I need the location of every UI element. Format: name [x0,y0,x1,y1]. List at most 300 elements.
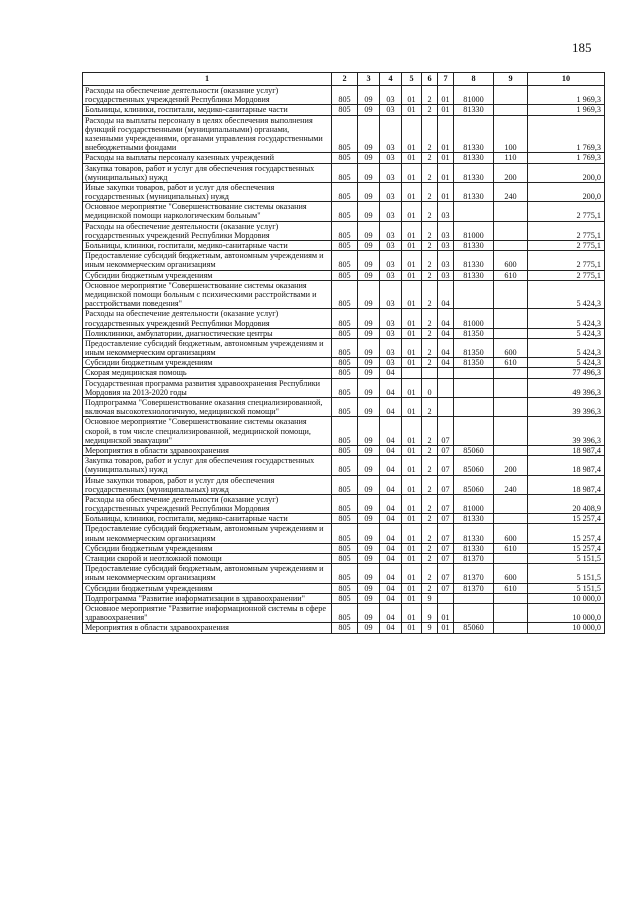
header-cell: 4 [380,73,402,86]
code-subprogram: 2 [422,475,438,494]
code-direction: 81330 [454,241,494,251]
table-row [83,328,605,338]
code-program: 01 [402,153,422,163]
code-program: 01 [402,417,422,446]
row-description: Предоставление субсидий бюджетным, автономным учреждениям и иным некоммерческим организациям [83,251,332,270]
code-section: 09 [358,623,380,633]
code-expense-type: 200 [494,163,528,182]
row-description: Субсидии бюджетным учреждениям [83,270,332,280]
code-ministry: 805 [332,153,358,163]
code-direction: 81350 [454,338,494,357]
table-row [83,543,605,553]
code-direction: 81350 [454,328,494,338]
code-ministry: 805 [332,338,358,357]
code-expense-type: 240 [494,182,528,201]
code-subsection: 03 [380,241,402,251]
amount: 200,0 [528,182,605,201]
table-row [83,593,605,603]
code-direction: 85060 [454,456,494,475]
code-program: 01 [402,583,422,593]
table-row [83,251,605,270]
code-activity: 01 [438,86,454,105]
code-subsection: 04 [380,593,402,603]
budget-table [82,72,605,634]
code-section: 09 [358,105,380,115]
code-subsection: 03 [380,338,402,357]
code-section: 09 [358,543,380,553]
code-activity: 07 [438,494,454,513]
code-program: 01 [402,202,422,221]
code-section: 09 [358,309,380,328]
row-description: Иные закупки товаров, работ и услуг для обеспечения государственных (муниципальных) нужд [83,182,332,201]
code-direction: 81330 [454,153,494,163]
code-subprogram: 9 [422,593,438,603]
row-description: Основное мероприятие "Совершенствование системы оказания медицинской помощи больным с психическими расстройствами и расстройствами поведения" [83,280,332,309]
table-row [83,221,605,240]
code-ministry: 805 [332,445,358,455]
code-ministry: 805 [332,593,358,603]
code-subsection: 04 [380,494,402,513]
row-description: Расходы на обеспечение деятельности (оказание услуг) государственных учреждений Республики Мордовия [83,309,332,328]
code-activity: 07 [438,543,454,553]
code-activity: 01 [438,115,454,153]
code-ministry: 805 [332,86,358,105]
code-direction: 85060 [454,445,494,455]
code-subsection: 03 [380,328,402,338]
row-description: Субсидии бюджетным учреждениям [83,543,332,553]
code-section: 09 [358,270,380,280]
code-activity [438,593,454,603]
code-subprogram: 2 [422,398,438,417]
amount: 5 424,3 [528,338,605,357]
code-section: 09 [358,378,380,397]
row-description: Расходы на обеспечение деятельности (оказание услуг) государственных учреждений Республики Мордовия [83,221,332,240]
code-subprogram: 2 [422,494,438,513]
code-direction: 81330 [454,514,494,524]
table-row [83,241,605,251]
code-direction: 81000 [454,221,494,240]
row-description: Больницы, клиники, госпитали, медико-санитарные части [83,241,332,251]
code-section: 09 [358,338,380,357]
code-section: 09 [358,368,380,378]
code-subsection: 04 [380,514,402,524]
code-activity: 03 [438,270,454,280]
code-direction: 81000 [454,494,494,513]
code-section: 09 [358,603,380,622]
code-expense-type [494,280,528,309]
code-ministry: 805 [332,524,358,543]
table-row [83,583,605,593]
amount: 5 151,5 [528,554,605,564]
code-expense-type: 600 [494,524,528,543]
row-description: Предоставление субсидий бюджетным, автономным учреждениям и иным некоммерческим организациям [83,524,332,543]
code-program: 01 [402,251,422,270]
row-description: Основное мероприятие "Развитие информационной системы в сфере здравоохранения" [83,603,332,622]
amount: 15 257,4 [528,524,605,543]
code-subprogram: 2 [422,202,438,221]
code-program: 01 [402,358,422,368]
code-activity: 04 [438,309,454,328]
code-subsection: 04 [380,554,402,564]
code-program: 01 [402,328,422,338]
code-activity: 07 [438,514,454,524]
code-expense-type: 600 [494,338,528,357]
header-cell: 5 [402,73,422,86]
amount: 49 396,3 [528,378,605,397]
code-activity: 04 [438,358,454,368]
code-expense-type [494,417,528,446]
code-program: 01 [402,494,422,513]
header-cell: 10 [528,73,605,86]
code-subprogram: 2 [422,338,438,357]
code-program [402,368,422,378]
code-direction: 81370 [454,564,494,583]
code-expense-type [494,494,528,513]
code-ministry: 805 [332,163,358,182]
code-expense-type [494,328,528,338]
amount: 200,0 [528,163,605,182]
table-row [83,514,605,524]
row-description: Субсидии бюджетным учреждениям [83,358,332,368]
code-subprogram: 2 [422,543,438,553]
code-subsection: 04 [380,456,402,475]
code-activity: 07 [438,524,454,543]
row-description: Предоставление субсидий бюджетным, автономным учреждениям и иным некоммерческим организациям [83,564,332,583]
code-program: 01 [402,623,422,633]
code-expense-type: 610 [494,583,528,593]
code-expense-type: 600 [494,251,528,270]
table-row [83,358,605,368]
code-ministry: 805 [332,603,358,622]
table-row [83,475,605,494]
code-expense-type: 610 [494,543,528,553]
table-row [83,494,605,513]
code-activity: 01 [438,105,454,115]
header-cell: 2 [332,73,358,86]
code-activity: 07 [438,554,454,564]
amount: 2 775,1 [528,251,605,270]
code-section: 09 [358,202,380,221]
code-activity: 03 [438,251,454,270]
row-description: Субсидии бюджетным учреждениям [83,583,332,593]
row-description: Расходы на выплаты персоналу в целях обеспечения выполнения функций государственными (муниципальными) органами, казенными учреждениями, органами управления государственными внебюджетными фондами [83,115,332,153]
row-description: Расходы на выплаты персоналу казенных учреждений [83,153,332,163]
code-direction [454,280,494,309]
code-section: 09 [358,398,380,417]
row-description: Закупка товаров, работ и услуг для обеспечения государственных (муниципальных) нужд [83,163,332,182]
code-activity [438,398,454,417]
code-ministry: 805 [332,564,358,583]
code-subprogram: 2 [422,241,438,251]
code-ministry: 805 [332,514,358,524]
code-activity: 07 [438,456,454,475]
code-expense-type [494,603,528,622]
code-subsection: 03 [380,202,402,221]
amount: 2 775,1 [528,270,605,280]
code-section: 09 [358,280,380,309]
code-program: 01 [402,182,422,201]
table-row [83,163,605,182]
amount: 5 151,5 [528,564,605,583]
code-direction: 81350 [454,358,494,368]
header-cell: 7 [438,73,454,86]
header-cell: 3 [358,73,380,86]
code-ministry: 805 [332,623,358,633]
code-subsection: 03 [380,221,402,240]
code-program: 01 [402,378,422,397]
row-description: Расходы на обеспечение деятельности (оказание услуг) государственных учреждений Республики Мордовия [83,494,332,513]
amount: 5 424,3 [528,280,605,309]
code-direction: 81370 [454,583,494,593]
amount: 5 424,3 [528,328,605,338]
code-subsection: 03 [380,115,402,153]
code-direction: 81000 [454,309,494,328]
code-expense-type: 610 [494,270,528,280]
code-ministry: 805 [332,494,358,513]
code-direction [454,603,494,622]
code-program: 01 [402,543,422,553]
code-subprogram: 2 [422,417,438,446]
table-row [83,417,605,446]
row-description: Больницы, клиники, госпитали, медико-санитарные части [83,514,332,524]
code-expense-type [494,378,528,397]
code-subsection: 04 [380,417,402,446]
code-section: 09 [358,221,380,240]
code-subsection: 04 [380,368,402,378]
table-row [83,202,605,221]
code-subprogram: 9 [422,603,438,622]
row-description: Станции скорой и неотложной помощи [83,554,332,564]
row-description: Подпрограмма "Совершенствование оказания специализированной, включая высокотехнологичную, медицинской помощи" [83,398,332,417]
table-row [83,105,605,115]
code-ministry: 805 [332,115,358,153]
code-section: 09 [358,564,380,583]
code-program: 01 [402,105,422,115]
code-program: 01 [402,524,422,543]
code-activity: 01 [438,153,454,163]
code-program: 01 [402,115,422,153]
code-ministry: 805 [332,328,358,338]
code-ministry: 805 [332,417,358,446]
code-activity: 01 [438,182,454,201]
code-subprogram: 2 [422,270,438,280]
code-section: 09 [358,163,380,182]
code-direction: 81330 [454,543,494,553]
amount: 5 151,5 [528,583,605,593]
code-program: 01 [402,309,422,328]
code-program: 01 [402,398,422,417]
code-expense-type [494,241,528,251]
amount: 10 000,0 [528,603,605,622]
row-description: Поликлиники, амбулатории, диагностические центры [83,328,332,338]
code-subprogram: 2 [422,182,438,201]
code-program: 01 [402,475,422,494]
amount: 15 257,4 [528,514,605,524]
amount: 5 424,3 [528,358,605,368]
table-row [83,280,605,309]
row-description: Иные закупки товаров, работ и услуг для обеспечения государственных (муниципальных) нужд [83,475,332,494]
code-subprogram: 2 [422,105,438,115]
code-subsection: 03 [380,358,402,368]
table-row [83,603,605,622]
amount: 2 775,1 [528,241,605,251]
code-expense-type: 240 [494,475,528,494]
row-description: Основное мероприятие "Совершенствование системы оказания медицинской помощи наркологическим больным" [83,202,332,221]
code-activity: 01 [438,603,454,622]
code-subsection: 03 [380,163,402,182]
code-section: 09 [358,153,380,163]
code-activity: 04 [438,328,454,338]
code-direction [454,378,494,397]
table-row [83,368,605,378]
table-row [83,153,605,163]
code-expense-type: 110 [494,153,528,163]
row-description: Государственная программа развития здравоохранения Республики Мордовия на 2013-2020 годы [83,378,332,397]
code-subsection: 04 [380,603,402,622]
code-subprogram: 2 [422,564,438,583]
table-row [83,270,605,280]
code-ministry: 805 [332,475,358,494]
code-direction: 81370 [454,554,494,564]
code-program: 01 [402,280,422,309]
code-expense-type [494,368,528,378]
table-row [83,623,605,633]
code-expense-type [494,309,528,328]
code-section: 09 [358,554,380,564]
code-direction [454,417,494,446]
amount: 18 987,4 [528,456,605,475]
code-subsection: 04 [380,378,402,397]
code-section: 09 [358,328,380,338]
code-section: 09 [358,182,380,201]
table-row [83,378,605,397]
code-expense-type [494,221,528,240]
code-program: 01 [402,514,422,524]
table-row [83,115,605,153]
code-ministry: 805 [332,368,358,378]
table-body [83,86,605,634]
code-subsection: 04 [380,543,402,553]
code-subprogram: 2 [422,251,438,270]
code-expense-type [494,514,528,524]
code-ministry: 805 [332,358,358,368]
code-activity: 03 [438,202,454,221]
code-subsection: 04 [380,564,402,583]
code-activity [438,368,454,378]
row-description: Предоставление субсидий бюджетным, автономным учреждениям и иным некоммерческим организациям [83,338,332,357]
code-program: 01 [402,593,422,603]
code-ministry: 805 [332,309,358,328]
code-activity [438,378,454,397]
header-row [83,73,605,86]
code-subsection: 03 [380,270,402,280]
header-cell: 9 [494,73,528,86]
code-ministry: 805 [332,456,358,475]
code-direction: 81330 [454,182,494,201]
code-program: 01 [402,221,422,240]
code-direction: 81330 [454,163,494,182]
code-expense-type [494,105,528,115]
code-program: 01 [402,86,422,105]
amount: 10 000,0 [528,593,605,603]
code-program: 01 [402,456,422,475]
code-subprogram: 2 [422,514,438,524]
code-activity: 01 [438,163,454,182]
code-ministry: 805 [332,105,358,115]
amount: 1 769,3 [528,153,605,163]
code-subsection: 03 [380,309,402,328]
row-description: Закупка товаров, работ и услуг для обеспечения государственных (муниципальных) нужд [83,456,332,475]
code-ministry: 805 [332,202,358,221]
code-program: 01 [402,603,422,622]
code-ministry: 805 [332,270,358,280]
header-cell: 8 [454,73,494,86]
code-subsection: 04 [380,623,402,633]
amount: 77 496,3 [528,368,605,378]
code-section: 09 [358,86,380,105]
amount: 2 775,1 [528,202,605,221]
table-row [83,445,605,455]
amount: 39 396,3 [528,417,605,446]
code-expense-type [494,554,528,564]
code-expense-type: 100 [494,115,528,153]
code-ministry: 805 [332,182,358,201]
code-activity: 07 [438,445,454,455]
table-row [83,456,605,475]
code-activity: 07 [438,417,454,446]
code-ministry: 805 [332,378,358,397]
code-section: 09 [358,494,380,513]
code-subprogram: 2 [422,554,438,564]
code-section: 09 [358,456,380,475]
code-subprogram: 9 [422,623,438,633]
code-activity: 07 [438,564,454,583]
row-description: Мероприятия в области здравоохранения [83,623,332,633]
code-section: 09 [358,241,380,251]
row-description: Расходы на обеспечение деятельности (оказание услуг) государственных учреждений Республики Мордовия [83,86,332,105]
code-subsection: 03 [380,105,402,115]
code-expense-type: 200 [494,456,528,475]
code-section: 09 [358,583,380,593]
code-subprogram: 2 [422,358,438,368]
code-activity: 03 [438,241,454,251]
code-ministry: 805 [332,398,358,417]
code-expense-type [494,623,528,633]
code-subprogram: 2 [422,153,438,163]
code-subsection: 03 [380,86,402,105]
code-subprogram: 2 [422,221,438,240]
code-subprogram: 2 [422,115,438,153]
code-subprogram: 2 [422,328,438,338]
code-program: 01 [402,241,422,251]
code-program: 01 [402,564,422,583]
code-direction: 81330 [454,105,494,115]
code-direction [454,368,494,378]
code-expense-type [494,593,528,603]
code-direction: 85060 [454,623,494,633]
code-ministry: 805 [332,221,358,240]
code-subsection: 04 [380,583,402,593]
code-expense-type [494,86,528,105]
code-subprogram: 2 [422,583,438,593]
code-subsection: 04 [380,398,402,417]
code-section: 09 [358,358,380,368]
code-section: 09 [358,445,380,455]
code-subprogram: 2 [422,456,438,475]
row-description: Больницы, клиники, госпитали, медико-санитарные части [83,105,332,115]
code-expense-type: 610 [494,358,528,368]
code-subprogram: 2 [422,445,438,455]
